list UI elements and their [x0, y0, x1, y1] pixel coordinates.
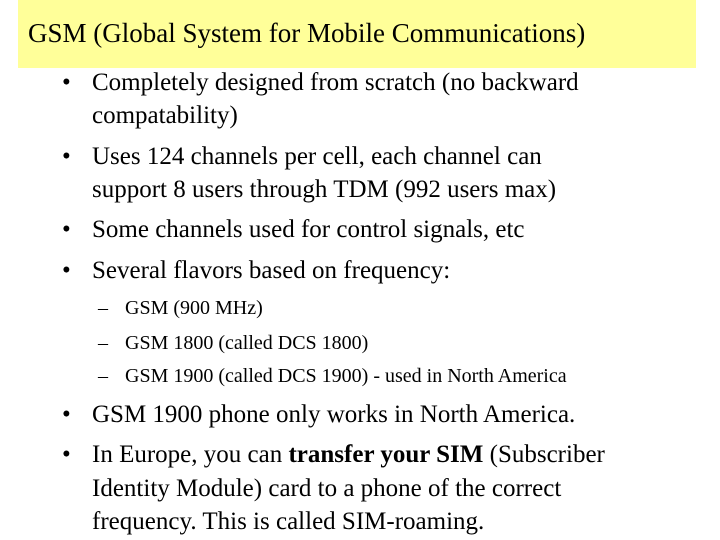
bullet-2-line-2: support 8 users through TDM (992 users max) — [92, 176, 557, 203]
dash-icon: – — [98, 365, 108, 387]
sub-bullet-2-text: GSM 1800 (called DCS 1800) — [125, 332, 369, 354]
bullet-icon: • — [62, 401, 71, 428]
bullet-icon: • — [62, 257, 71, 284]
bullet-icon: • — [62, 143, 71, 170]
bullet-6-emphasis: transfer your SIM — [288, 441, 484, 468]
bullet-icon: • — [62, 216, 71, 243]
title-bar — [18, 0, 696, 68]
bullet-icon: • — [62, 69, 71, 96]
bullet-3-line-1: Some channels used for control signals, etc — [92, 216, 525, 243]
bullet-6-text-after: (Subscriber — [483, 441, 605, 468]
bullet-6-line-1 — [92, 438, 605, 471]
bullet-2-line-1: Uses 124 channels per cell, each channel can — [92, 143, 542, 170]
bullet-1-line-2: compatability) — [92, 102, 238, 129]
dash-icon: – — [98, 297, 108, 319]
bullet-6-line-3: frequency. This is called SIM-roaming. — [92, 508, 485, 535]
bullet-6-text-before: In Europe, you can — [92, 441, 289, 468]
dash-icon: – — [98, 332, 108, 354]
slide-title: GSM (Global System for Mobile Communications) — [28, 18, 586, 48]
bullet-4-line-1: Several flavors based on frequency: — [92, 257, 451, 284]
sub-bullet-1-text: GSM (900 MHz) — [125, 297, 263, 319]
sub-bullet-3-text: GSM 1900 (called DCS 1900) - used in North America — [125, 365, 567, 387]
bullet-5-line-1: GSM 1900 phone only works in North America. — [92, 401, 576, 428]
bullet-6-line-2: Identity Module) card to a phone of the correct — [92, 475, 562, 502]
bullet-1-line-1: Completely designed from scratch (no backward — [92, 69, 579, 96]
bullet-icon: • — [62, 441, 71, 468]
